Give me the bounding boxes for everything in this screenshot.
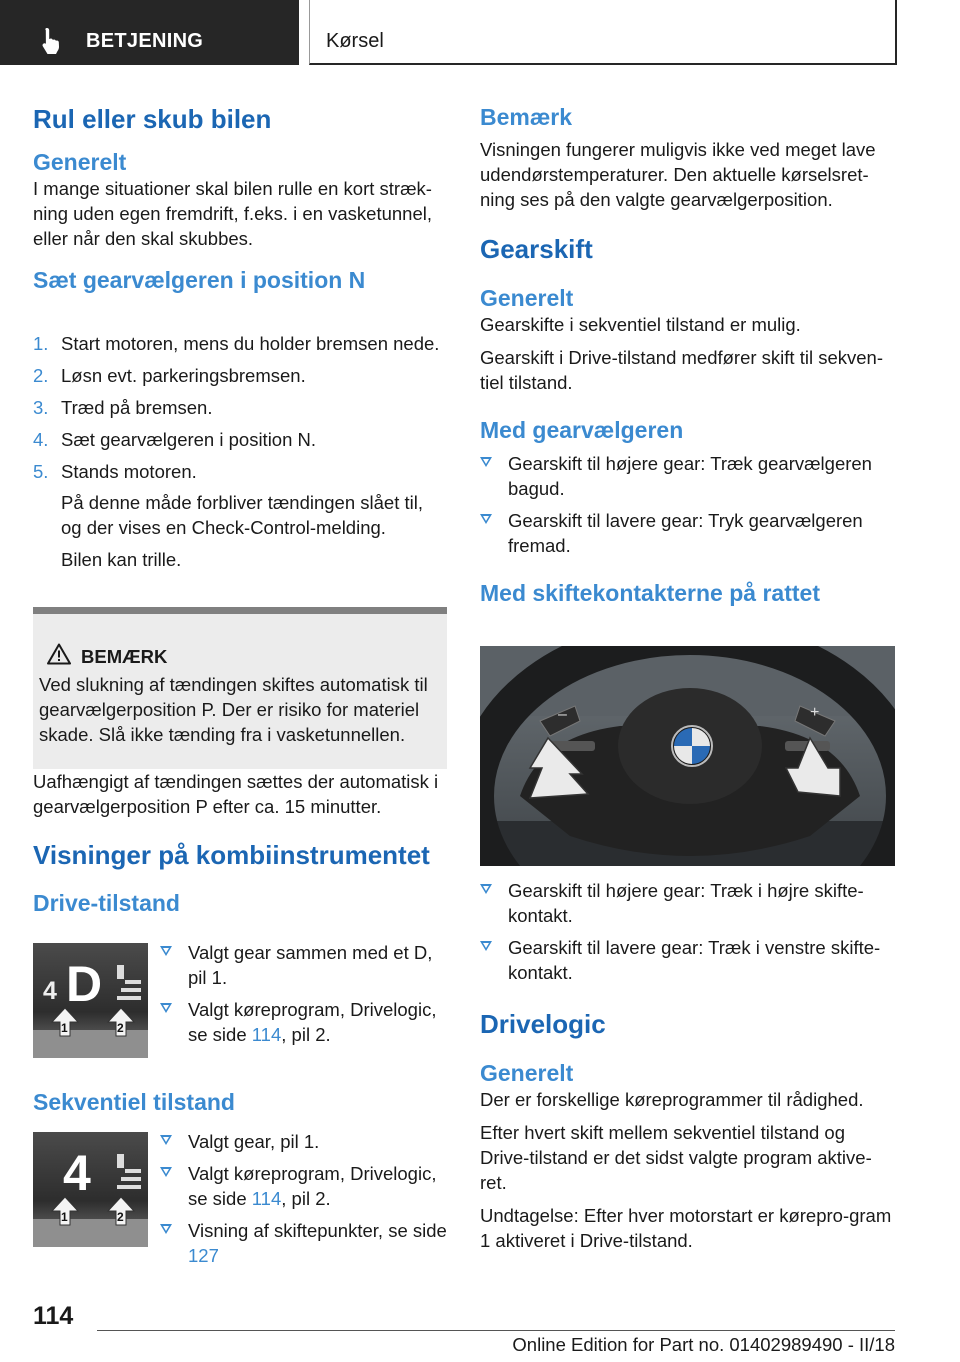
arrow-2-label: 2 xyxy=(117,1210,124,1224)
drivelogic-paragraph-2: Efter hvert skift mellem sekventiel tilstand og Drive-tilstand er det sidst valgte program aktive-ret. xyxy=(480,1122,872,1193)
subheading-note: Bemærk xyxy=(480,104,573,130)
gearskift-paragraph-1: Gearskifte i sekventiel tilstand er mulig. xyxy=(480,314,801,335)
bullet-triangle-icon xyxy=(160,1167,172,1177)
subheading-selector: Med gearvælgeren xyxy=(480,417,684,443)
section-tab xyxy=(0,0,299,65)
sequential-bullets xyxy=(160,1129,448,1268)
list-item: 3. Træd på bremsen. xyxy=(33,397,213,418)
section-label: BETJENING xyxy=(86,30,204,52)
gearskift-paragraph-2: Gearskift i Drive-tilstand medfører skift til sekven-tiel tilstand. xyxy=(480,347,883,393)
list-item: Gearskift til lavere gear: Træk i venstre skifte-kontakt. xyxy=(480,935,895,985)
list-item: Gearskift til lavere gear: Tryk gearvælgeren fremad. xyxy=(480,508,895,558)
section-title-displays: Visninger på kombiinstrumentet xyxy=(33,840,430,870)
footer-divider xyxy=(97,1330,895,1331)
bullet-triangle-icon xyxy=(160,1135,172,1145)
page-link-127[interactable]: 127 xyxy=(188,1245,219,1266)
warning-triangle-icon xyxy=(47,643,71,665)
list-item: Visning af skiftepunkter, se side 127 xyxy=(160,1218,448,1268)
left-display xyxy=(33,769,448,917)
list-item: Valgt køreprogram, Drivelogic, se side 114, pil 2. xyxy=(160,1161,448,1211)
drivelogic-paragraph-3: Undtagelse: Efter hver motorstart er kørepro-gram 1 aktiveret i Drive-tilstand. xyxy=(480,1205,892,1251)
bullet-triangle-icon xyxy=(160,1003,172,1013)
bullet-triangle-icon xyxy=(480,884,492,894)
steps-list xyxy=(33,331,443,572)
drive-bullets xyxy=(160,940,448,1047)
subheading-generelt: Generelt xyxy=(33,149,127,175)
list-item: 2. Løsn evt. parkeringsbremsen. xyxy=(33,365,306,386)
note-paragraph: Visningen fungerer muligvis ikke ved meget lave udendørstemperaturer. Den aktuelle kørselsret-ning ses på den valgte gearvælgerposition. xyxy=(480,139,876,210)
steering-wheel-illustration xyxy=(480,646,895,866)
subheading-sequential: Sekventiel tilstand xyxy=(33,1089,235,1115)
bullet-triangle-icon xyxy=(480,514,492,524)
page-link-114[interactable]: 114 xyxy=(251,1188,282,1209)
step5-detail: På denne måde forbliver tændingen slået til, og der vises en Check-Control-melding. xyxy=(61,492,423,538)
right-lower xyxy=(480,878,895,1253)
program-bars-icon xyxy=(117,1154,143,1196)
bullet-triangle-icon xyxy=(480,457,492,467)
arrow-2-label: 2 xyxy=(117,1021,124,1035)
subheading-generelt-drivelogic: Generelt xyxy=(480,1060,574,1086)
step5-result: Bilen kan trille. xyxy=(61,549,182,570)
paddle-minus-label: – xyxy=(558,706,567,723)
section-title-gearskift: Gearskift xyxy=(480,234,593,264)
list-item: Valgt gear, pil 1. xyxy=(160,1129,448,1154)
notice-box xyxy=(33,607,447,769)
right-intro xyxy=(480,104,895,607)
left-intro xyxy=(33,104,448,294)
bullet-triangle-icon xyxy=(160,946,172,956)
chapter-title: Kørsel xyxy=(326,30,384,52)
list-item: Gearskift til højere gear: Træk i højre skifte-kontakt. xyxy=(480,878,895,928)
page-number: 114 xyxy=(33,1302,74,1330)
section-title-roll: Rul eller skub bilen xyxy=(33,104,272,134)
drive-mode-display-image xyxy=(33,943,148,1058)
gear-big-number: 4 xyxy=(63,1145,91,1201)
list-item: Valgt gear sammen med et D, pil 1. xyxy=(160,940,448,990)
list-item: Gearskift til højere gear: Træk gearvælgeren bagud. xyxy=(480,451,895,501)
bullet-triangle-icon xyxy=(480,941,492,951)
program-bars-icon xyxy=(117,965,143,1007)
arrow-1-label: 1 xyxy=(61,1021,68,1035)
paddle-plus-label: + xyxy=(810,704,820,721)
edition-note: Online Edition for Part no. 01402989490 - II/18 xyxy=(512,1334,895,1355)
notice-body: Ved slukning af tændingen skiftes automatisk til gearvælgerposition P. Der er risiko for materiel skade. Slå ikke tænding fra i vasketunnellen. xyxy=(39,674,428,745)
list-item: 1. Start motoren, mens du holder bremsen nede. xyxy=(33,333,440,354)
list-item: 4. Sæt gearvælgeren i position N. xyxy=(33,429,317,450)
page-link-114[interactable]: 114 xyxy=(251,1024,282,1045)
sequential-mode-display-image xyxy=(33,1132,148,1247)
gear-big-letter: D xyxy=(66,956,103,1012)
gear-small-number: 4 xyxy=(43,977,57,1005)
notice-title: BEMÆRK xyxy=(81,646,168,667)
drivelogic-paragraph-1: Der er forskellige køreprogrammer til rådighed. xyxy=(480,1089,864,1110)
auto-p-paragraph: Uafhængigt af tændingen sættes der automatisk i gearvælgerposition P efter ca. 15 minutter. xyxy=(33,771,439,817)
subheading-generelt-gearskift: Generelt xyxy=(480,285,574,311)
section-title-drivelogic: Drivelogic xyxy=(480,1009,606,1039)
hand-pointer-icon xyxy=(40,26,66,54)
arrow-1-label: 1 xyxy=(61,1210,68,1224)
chapter-header xyxy=(309,0,897,65)
generelt-paragraph: I mange situationer skal bilen rulle en kort stræk-ning uden egen fremdrift, f.eks. i en vasketunnel, eller når den skal skubbes. xyxy=(33,178,433,249)
subheading-paddles: Med skiftekontakterne på rattet xyxy=(480,580,820,606)
subheading-neutral: Sæt gearvælgeren i position N xyxy=(33,267,366,293)
list-item: 5. Stands motoren. xyxy=(33,461,197,482)
subheading-drive: Drive-tilstand xyxy=(33,890,180,916)
steering-wheel-paddles-photo xyxy=(480,646,895,866)
list-item: Valgt køreprogram, Drivelogic, se side 114, pil 2. xyxy=(160,997,448,1047)
bullet-triangle-icon xyxy=(160,1224,172,1234)
